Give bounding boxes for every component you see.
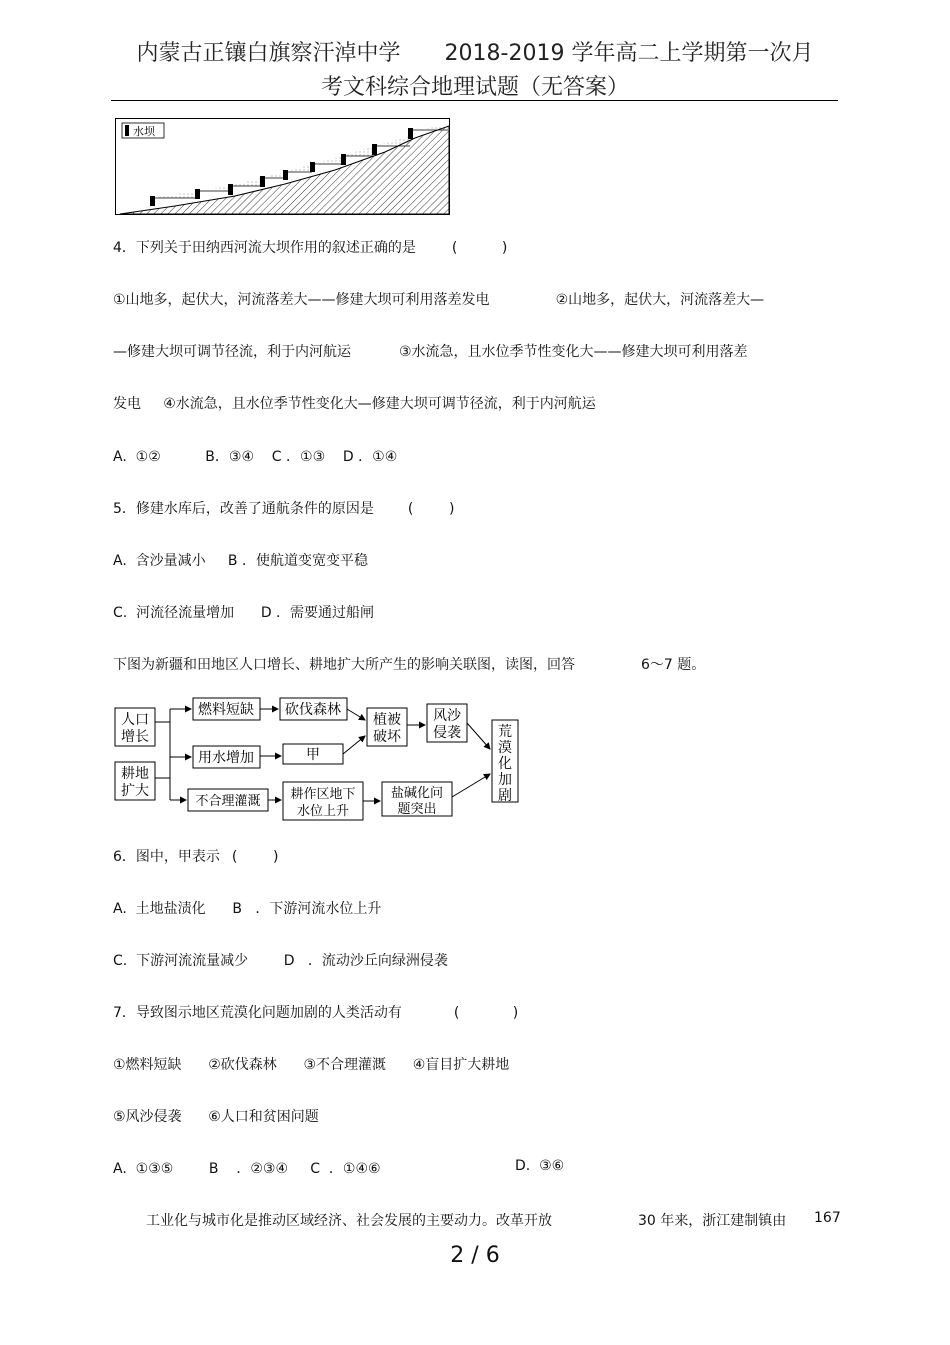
svg-text:荒: 荒 (498, 724, 512, 740)
header-line-2: 考文科综合地理试题（无答案） (320, 75, 629, 100)
q5-stem: 5．修建水库后，改善了通航条件的原因是 ( ) (113, 501, 455, 517)
q5-options-cd: C. 河流径流量增加 D ．需要通过船闸 (113, 605, 375, 621)
paragraph-start: 工业化与城市化是推动区域经济、社会发展的主要动力。改革开放 (146, 1213, 552, 1229)
q5-options-ab: A. 含沙量减小 B ．使航道变宽变平稳 (113, 553, 368, 569)
svg-text:盐碱化问: 盐碱化问 (390, 786, 444, 801)
dam-figure (115, 118, 452, 216)
header-divider (111, 100, 838, 101)
page-number: 2 / 6 (450, 1243, 500, 1268)
header-school: 内蒙古正镶白旗察汗淖中学 (136, 41, 401, 66)
svg-text:漠: 漠 (498, 740, 512, 756)
q6-options-ab: A. 土地盐渍化 B ．下游河流水位上升 (113, 901, 382, 917)
svg-text:耕作区地下: 耕作区地下 (290, 787, 356, 802)
q7-stem: 7．导致图示地区荒漠化问题加剧的人类活动有 ( ) (113, 1005, 519, 1021)
q4-choice-line-2: —修建大坝可调节径流，利于内河航运 ③水流急，且水位季节性变化大——修建大坝可利用落差 (113, 344, 748, 360)
svg-text:侵袭: 侵袭 (433, 725, 461, 741)
svg-text:题突出: 题突出 (397, 802, 437, 817)
q4-choice-line-3: 发电 ④水流急，且水位季节性变化大—修建大坝可调节径流，利于内河航运 (113, 396, 596, 412)
q4-options: A. ①② B．③④ C ．①③ D ．①④ (113, 449, 398, 465)
diagram-intro: 下图为新疆和田地区人口增长、耕地扩大所产生的影响关联图，读图，回答 6～7 题。 (113, 657, 706, 673)
svg-text:砍伐森林: 砍伐森林 (285, 702, 341, 718)
svg-text:剧: 剧 (498, 788, 512, 804)
svg-text:增长: 增长 (121, 729, 149, 745)
q4-stem: 4．下列关于田纳西河流大坝作用的叙述正确的是 ( ) (113, 240, 508, 256)
q7-option-d: D. ③⑥ (515, 1158, 565, 1174)
svg-text:扩大: 扩大 (121, 783, 149, 799)
svg-text:水位上升: 水位上升 (296, 804, 350, 819)
q7-options-abc: A. ①③⑤ B ．②③④ C ．①④⑥ (113, 1161, 381, 1177)
paragraph-number: 167 (814, 1210, 841, 1226)
impact-flow-diagram (110, 694, 530, 824)
svg-text:不合理灌溉: 不合理灌溉 (195, 794, 261, 809)
svg-text:化: 化 (498, 756, 512, 772)
dam-legend (122, 123, 164, 138)
q4-choice-line-1: ①山地多，起伏大，河流落差大——修建大坝可利用落差发电 ②山地多，起伏大，河流落差大— (113, 292, 765, 308)
svg-text:加: 加 (498, 772, 512, 788)
header-line-1 (0, 36, 950, 67)
svg-text:用水增加: 用水增加 (198, 750, 254, 766)
svg-text:甲: 甲 (306, 747, 320, 763)
q6-stem: 6．图中，甲表示 ( ) (113, 849, 279, 865)
q6-options-cd: C. 下游河流流量减少 D ．流动沙丘向绿洲侵袭 (113, 953, 448, 969)
svg-text:耕地: 耕地 (121, 766, 149, 782)
svg-text:人口: 人口 (121, 712, 149, 728)
svg-text:风沙: 风沙 (433, 708, 461, 724)
svg-text:植被: 植被 (373, 712, 401, 728)
svg-text:破坏: 破坏 (373, 729, 401, 745)
paragraph-continuation: 30 年来，浙江建制镇由 (638, 1213, 787, 1229)
svg-text:燃料短缺: 燃料短缺 (198, 702, 254, 718)
q7-choices-line-2: ⑤风沙侵袭 ⑥人口和贫困问题 (113, 1109, 319, 1125)
dam-legend-label: 水坝 (133, 125, 155, 138)
q7-choices-line-1: ①燃料短缺 ②砍伐森林 ③不合理灌溉 ④盲目扩大耕地 (113, 1057, 510, 1073)
header-year-title: 2018-2019 学年高二上学期第一次月 (444, 41, 814, 66)
